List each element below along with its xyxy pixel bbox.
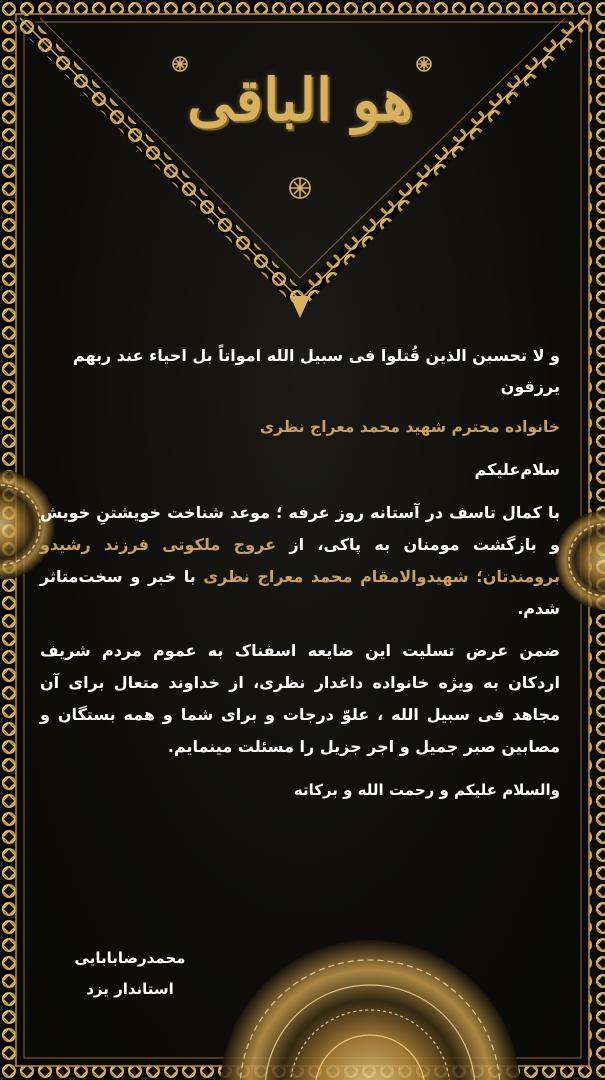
greeting: سلام‌علیکم <box>474 460 560 479</box>
martyr-name-highlight: عروج ملکوتی فرزند رشیدو برومندتان؛ شهیدوالامقام محمد معراج نظری <box>40 535 560 586</box>
message-body <box>40 340 560 806</box>
paragraph-2: ضمن عرض تسلیت این ضایعه اسفناک به عموم مردم شریف اردکان به ویژه خانواده داغدار نظری، از خداوند متعال برای آن مجاهد فی سبیل الله ، علوّ درجات و برای شما و همه بستگان و مصابین صبر جمیل و اجر جزیل را مسئلت مینمایم. <box>40 641 560 756</box>
signer-title: استاندار یزد <box>86 980 174 998</box>
paragraph-1 <box>40 497 560 625</box>
signer-name: محمدرضابابایی <box>74 949 186 967</box>
paragraph-1-text: با کمال تاسف در آستانه روز عرفه ؛ موعد شناخت خویشتنِ خویش و بازگشت مومنان به پاکی، از <box>40 503 560 554</box>
closing-salutation: والسلام علیکم و رحمت الله و برکاته <box>293 781 560 799</box>
paragraph-1-end: با خبر و سخت‌متاثر شدم. <box>40 567 560 618</box>
addressee: خانواده محترم شهید محمد معراج نظری <box>259 418 560 436</box>
quran-verse: و لا تحسبن الذین قُتلوا فی سبیل الله امواتاً بل احیاء عند ربهم یرزقون <box>72 346 560 396</box>
signature-block <box>50 943 210 1005</box>
calligraphy-logo: هو الباقی <box>187 66 413 134</box>
